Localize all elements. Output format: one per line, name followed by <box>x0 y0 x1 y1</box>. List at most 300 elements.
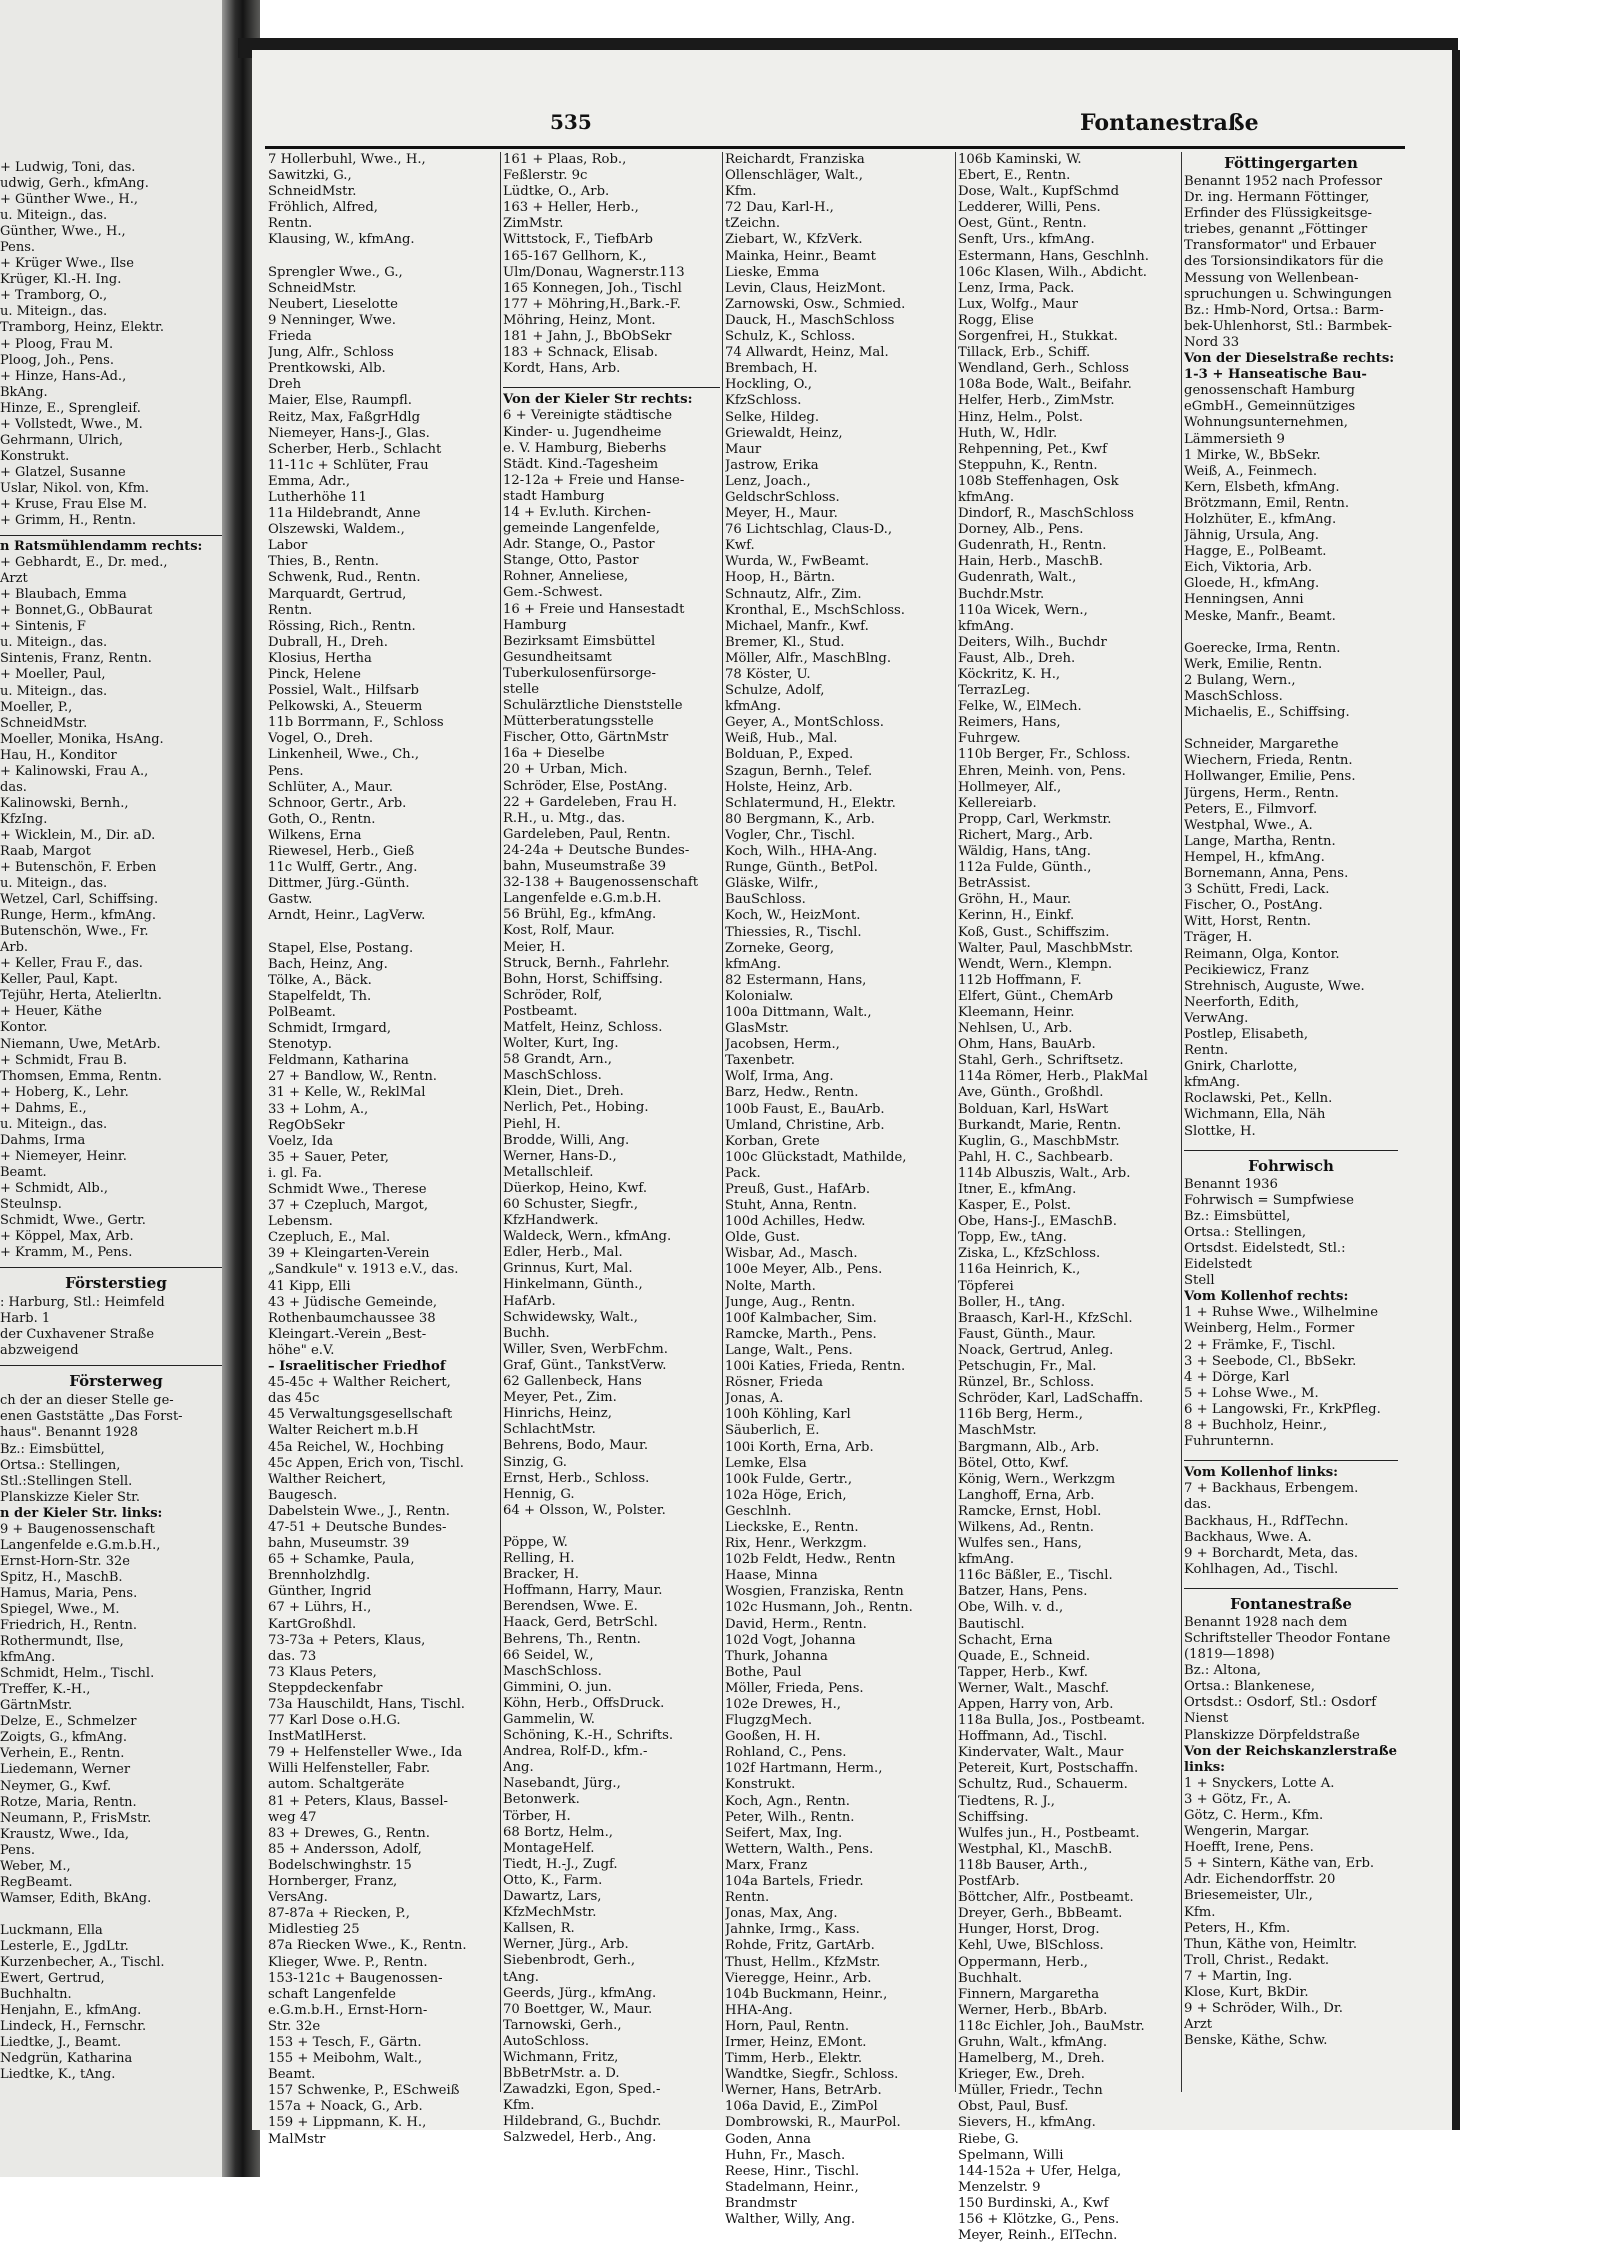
directory-entry: Kronthal, E., MschSchloss. <box>725 602 905 618</box>
directory-entry: Sinzig, G. <box>503 1454 567 1470</box>
section-heading: Försterstieg <box>65 1274 167 1293</box>
directory-entry: 9 + Schröder, Wilh., Dr. <box>1184 2001 1343 2017</box>
directory-entry: Werner, Herb., BbArb. <box>958 2002 1108 2018</box>
directory-entry: Riebe, G. <box>958 2131 1019 2147</box>
directory-entry: Wendt, Wern., Klempn. <box>958 956 1113 972</box>
directory-entry: Arzt <box>0 571 28 587</box>
directory-entry: R.H., u. Mtg., das. <box>503 810 626 826</box>
directory-entry: Gudenrath, Walt., <box>958 570 1077 586</box>
directory-entry: Slottke, H. <box>1184 1123 1256 1139</box>
directory-entry: Wandtke, Siegfr., Schloss. <box>725 2067 899 2083</box>
directory-entry: Krüger, Kl.-H. Ing. <box>0 272 122 288</box>
directory-entry: Holzhüter, E., kfmAng. <box>1184 511 1337 527</box>
directory-entry: Feßlerstr. 9c <box>503 168 588 184</box>
directory-entry: Oppermann, Herb., <box>958 1954 1088 1970</box>
directory-entry: Gröhn, H., Maur. <box>958 892 1072 908</box>
directory-entry: 116b Berg, Herm., <box>958 1407 1083 1423</box>
directory-entry: Möller, Frieda, Pens. <box>725 1680 864 1696</box>
directory-entry: 64 + Olsson, W., Polster. <box>503 1502 666 1518</box>
directory-entry: Lemke, Elsa <box>725 1455 807 1471</box>
directory-entry: Schulz, K., Schloss. <box>725 329 856 345</box>
directory-entry: 83 + Drewes, G., Rentn. <box>268 1825 430 1841</box>
directory-entry: Bötel, Otto, Kwf. <box>958 1455 1069 1471</box>
directory-entry: Peter, Wilh., Rentn. <box>725 1809 855 1825</box>
directory-entry: Mütterberatungsstelle <box>503 714 654 730</box>
directory-entry: kfmAng. <box>958 1552 1015 1568</box>
directory-entry: Niemeyer, Hans-J., Glas. <box>268 425 430 441</box>
directory-entry: Ernst-Horn-Str. 32e <box>0 1553 130 1569</box>
directory-entry: Klausing, W., kfmAng. <box>268 232 415 248</box>
directory-entry: Dahms, Irma <box>0 1132 86 1148</box>
directory-entry: 177 + Möhring,H.,Bark.-F. <box>503 296 681 312</box>
directory-entry: Hoffmann, Harry, Maur. <box>503 1583 663 1599</box>
directory-entry: Bornemann, Anna, Pens. <box>1184 866 1349 882</box>
directory-entry: 9 + Baugenossenschaft <box>0 1521 155 1537</box>
directory-entry: Kfm. <box>725 184 757 200</box>
directory-entry: Barz, Hedw., Rentn. <box>725 1085 859 1101</box>
directory-entry: Finnern, Margaretha <box>958 1986 1100 2002</box>
directory-entry: 73a Hauschildt, Hans, Tischl. <box>268 1697 465 1712</box>
directory-entry: 181 + Jahn, J., BbObSekr <box>503 329 672 345</box>
directory-entry: Neubert, Lieselotte <box>268 296 398 312</box>
directory-entry: 157a + Noack, G., Arb. <box>268 2099 423 2115</box>
directory-entry: Schröder, Rolf, <box>503 987 603 1003</box>
directory-entry: Senft, Urs., kfmAng. <box>958 232 1095 248</box>
directory-entry: Prentkowski, Alb. <box>268 361 386 377</box>
section-divider <box>1184 1450 1398 1461</box>
directory-entry: Baugesch. <box>268 1487 338 1503</box>
directory-entry: Tarnowski, Gerh., <box>503 2017 622 2033</box>
directory-entry: Kost, Rolf, Maur. <box>503 923 615 939</box>
directory-entry: Hornberger, Franz, <box>268 1874 398 1890</box>
directory-entry: Schwenk, Rud., Rentn. <box>268 570 421 586</box>
directory-entry: weg 47 <box>268 1809 317 1825</box>
directory-entry: + Köppel, Max, Arb. <box>0 1229 134 1245</box>
directory-entry: Pinck, Helene <box>268 667 361 682</box>
directory-entry: Langenfelde e.G.m.b.H., <box>0 1537 161 1553</box>
directory-entry: Jonas, A. <box>725 1391 784 1407</box>
directory-entry: Niemann, Uwe, MetArb. <box>0 1036 161 1052</box>
directory-entry: Roclawski, Pet., Kelln. <box>1184 1091 1333 1107</box>
directory-entry: Brodde, Willi, Ang. <box>503 1132 630 1148</box>
directory-entry: 100h Köhling, Karl <box>725 1407 851 1423</box>
directory-entry: Bothe, Paul <box>725 1664 802 1680</box>
directory-entry: Goerecke, Irma, Rentn. <box>1184 640 1341 656</box>
directory-entry: 6 + Langowski, Fr., KrkPfleg. <box>1184 1401 1381 1417</box>
directory-entry: Weiß, Hub., Mal. <box>725 731 838 747</box>
directory-entry: Hildebrand, G., Buchdr. <box>503 2114 662 2130</box>
directory-entry: 20 + Urban, Mich. <box>503 762 628 778</box>
directory-entry: Benannt 1928 nach dem <box>1184 1614 1348 1630</box>
directory-entry: Dindorf, R., MaschSchloss <box>958 506 1134 522</box>
directory-entry: 3 Schütt, Fredi, Lack. <box>1184 882 1330 898</box>
directory-entry: Törber, H. <box>503 1808 571 1824</box>
directory-entry: Gudenrath, H., Rentn. <box>958 538 1107 554</box>
directory-entry: Bolduan, P., Exped. <box>725 747 854 763</box>
directory-entry: das. <box>0 779 27 795</box>
directory-entry: Ave, Günth., Großhdl. <box>958 1085 1104 1101</box>
directory-entry: 1-3 + Hanseatische Bau- <box>1184 367 1367 383</box>
directory-entry: Horn, Paul, Rentn. <box>725 2018 850 2034</box>
directory-entry: Ploog, Joh., Pens. <box>0 352 114 368</box>
directory-entry: Meyer, Pet., Zim. <box>503 1390 617 1406</box>
directory-entry: + Kalinowski, Frau A., <box>0 763 149 779</box>
directory-entry: Vieregge, Heinr., Arb. <box>725 1970 872 1986</box>
directory-entry: Gooßen, H. H. <box>725 1729 821 1745</box>
directory-entry: Ehren, Meinh. von, Pens. <box>958 763 1126 779</box>
directory-entry: Konstrukt. <box>725 1777 796 1793</box>
directory-entry: + Dahms, E., <box>0 1100 87 1116</box>
directory-entry: Werner, Hans-D., <box>503 1148 617 1164</box>
directory-entry: Möhring, Heinz, Mont. <box>503 312 656 328</box>
directory-entry: Verhein, E., Rentn. <box>0 1746 125 1762</box>
directory-entry: Klein, Diet., Dreh. <box>503 1084 624 1100</box>
directory-entry: Arzt <box>1184 2017 1213 2033</box>
directory-entry: Dorney, Alb., Pens. <box>958 522 1084 538</box>
directory-entry: kfmAng. <box>0 1650 56 1666</box>
directory-entry: + Schmidt, Frau B. <box>0 1052 128 1068</box>
directory-entry: + Gebhardt, E., Dr. med., <box>0 555 168 571</box>
directory-entry: Rogg, Elise <box>958 312 1034 328</box>
directory-entry: 114b Albuszis, Walt., Arb. <box>958 1165 1131 1181</box>
directory-entry: Hau, H., Konditor <box>0 747 117 763</box>
directory-entry: Hempel, H., kfmAng. <box>1184 849 1325 865</box>
directory-entry: Olde, Gust. <box>725 1230 800 1246</box>
directory-entry: links: <box>1184 1759 1226 1775</box>
directory-entry: 100b Faust, E., BauArb. <box>725 1101 885 1117</box>
directory-entry: Wurda, W., FwBeamt. <box>725 554 870 570</box>
directory-entry: Ramcke, Marth., Pens. <box>725 1326 877 1342</box>
directory-entry: Runge, Günth., BetPol. <box>725 860 878 876</box>
directory-entry: Gnirk, Charlotte, <box>1184 1059 1298 1075</box>
directory-entry: Nasebandt, Jürg., <box>503 1776 621 1792</box>
directory-entry: Stapelfeldt, Th. <box>268 988 372 1004</box>
directory-entry: Marquardt, Gertrud, <box>268 586 407 602</box>
directory-entry: Stahl, Gerh., Schriftsetz. <box>958 1053 1124 1069</box>
directory-entry: MaschSchloss. <box>1184 689 1283 704</box>
directory-entry: Bz.: Eimsbüttel, <box>0 1441 105 1457</box>
directory-entry: schaft Langenfelde <box>268 1986 396 2002</box>
directory-entry: VersAng. <box>268 1890 328 1906</box>
directory-entry: Ebert, E., Rentn. <box>958 168 1071 184</box>
directory-entry <box>1184 625 1398 641</box>
directory-entry: Von der Reichskanzlerstraße <box>1184 1743 1398 1759</box>
directory-entry: Strehnisch, Auguste, Wwe. <box>1184 978 1365 994</box>
directory-entry: Postbeamt. <box>503 1003 578 1019</box>
directory-entry: 82 Estermann, Hans, <box>725 972 867 988</box>
directory-entry: Messung von Wellenbean- <box>1184 270 1359 286</box>
directory-entry: Pelkowski, A., Steuerm <box>268 699 423 715</box>
directory-entry: das. <box>1184 1497 1212 1513</box>
directory-entry: Itner, E., kfmAng. <box>958 1182 1077 1197</box>
directory-entry: 112b Hoffmann, F. <box>958 972 1082 988</box>
directory-entry: Weinberg, Helm., Former <box>1184 1321 1355 1337</box>
directory-entry: SchlachtMstr. <box>503 1422 596 1438</box>
directory-entry: + Tramborg, O., <box>0 288 108 304</box>
section-heading: Fohrwisch <box>1248 1156 1334 1175</box>
directory-entry: + Bonnet,G., ObBaurat <box>0 603 153 619</box>
section-divider <box>503 377 720 388</box>
directory-entry: 27 + Bandlow, W., Rentn. <box>268 1069 437 1085</box>
directory-entry: König, Wern., Werkzgm <box>958 1471 1116 1487</box>
directory-entry: Nienst <box>1184 1711 1229 1727</box>
directory-entry: 16a + Dieselbe <box>503 746 605 762</box>
directory-entry: Weber, M., <box>0 1858 71 1874</box>
directory-entry: Scherber, Herb., Schlacht <box>268 441 442 457</box>
directory-entry: Wosgien, Franziska, Rentn <box>725 1584 904 1600</box>
directory-entry: Rohde, Fritz, GartArb. <box>725 1938 875 1954</box>
directory-entry: 100e Meyer, Alb., Pens. <box>725 1262 883 1278</box>
directory-entry: Behrens, Th., Rentn. <box>503 1631 641 1647</box>
directory-entry: 102c Husmann, Joh., Rentn. <box>725 1600 913 1616</box>
directory-entry: Geerds, Jürg., kfmAng. <box>503 1985 657 2001</box>
directory-entry: Goth, O., Rentn. <box>268 811 376 827</box>
directory-entry: Klose, Kurt, BkDir. <box>1184 1985 1309 2001</box>
directory-entry: + Ploog, Frau M. <box>0 336 114 352</box>
directory-entry: 102a Höge, Erich, <box>725 1487 847 1503</box>
directory-entry: 118c Eichler, Joh., BauMstr. <box>958 2018 1145 2034</box>
directory-entry: Kordt, Hans, Arb. <box>503 361 621 377</box>
directory-entry: 78 Köster, U. <box>725 667 811 682</box>
directory-entry: 2 + Främke, F., Tischl. <box>1184 1337 1336 1353</box>
directory-entry: + Sintenis, F <box>0 619 86 635</box>
directory-entry: Ortsdst. Eidelstedt, Stl.: <box>1184 1241 1346 1256</box>
directory-entry: u. Miteign., das. <box>0 304 108 320</box>
directory-entry: Walter, Paul, MaschbMstr. <box>958 940 1134 956</box>
directory-entry: Braasch, Karl-H., KfzSchl. <box>958 1310 1133 1326</box>
directory-entry: + Hoberg, K., Lehr. <box>0 1084 129 1100</box>
directory-entry: Gem.-Schwest. <box>503 585 603 601</box>
directory-entry: Schriftsteller Theodor Fontane <box>1184 1630 1391 1646</box>
directory-entry: Faust, Günth., Maur. <box>958 1326 1096 1342</box>
directory-entry: Umland, Christine, Arb. <box>725 1117 885 1133</box>
directory-entry: Brötzmann, Emil, Rentn. <box>1184 495 1350 511</box>
directory-entry: Bargmann, Alb., Arb. <box>958 1439 1100 1455</box>
directory-entry: Huhn, Fr., Masch. <box>725 2147 846 2163</box>
directory-entry: Nerlich, Pet., Hobing. <box>503 1100 649 1116</box>
directory-entry: Lieckske, E., Rentn. <box>725 1519 859 1535</box>
directory-entry: Müller, Friedr., Techn <box>958 2083 1103 2099</box>
directory-entry: Midlestieg 25 <box>268 1922 360 1938</box>
directory-entry: Deiters, Wilh., Buchdr <box>958 634 1107 650</box>
directory-entry: Ledderer, Willi, Pens. <box>958 200 1101 216</box>
directory-entry: Koch, Wilh., HHA-Ang. <box>725 844 878 860</box>
directory-entry: Boller, H., tAng. <box>958 1294 1066 1310</box>
directory-entry: Schiffsing. <box>958 1809 1029 1825</box>
section-heading: Föttingergarten <box>1224 154 1358 172</box>
directory-entry: Nord 33 <box>1184 334 1240 350</box>
directory-entry: Dreh <box>268 377 302 393</box>
directory-entry: Jähnig, Ursula, Ang. <box>1184 528 1319 544</box>
directory-entry: bahn, Museumstraße 39 <box>503 859 667 875</box>
directory-entry: Schwidewsky, Walt., <box>503 1309 638 1325</box>
directory-entry: 161 + Plaas, Rob., <box>503 152 627 167</box>
directory-entry: Hinz, Helm., Polst. <box>958 409 1083 425</box>
directory-entry: 110b Berger, Fr., Schloss. <box>958 747 1131 763</box>
directory-entry: + Krüger Wwe., Ilse <box>0 256 134 272</box>
directory-entry: Matfelt, Heinz, Schloss. <box>503 1019 663 1035</box>
directory-entry: Topp, Ew., tAng. <box>958 1230 1067 1246</box>
directory-entry <box>1184 721 1398 737</box>
directory-entry: Hinkelmann, Günth., <box>503 1277 643 1293</box>
directory-entry: RegObSekr <box>268 1117 345 1133</box>
directory-entry: Reichardt, Franziska <box>725 152 865 167</box>
directory-entry: Kontor. <box>0 1020 48 1036</box>
directory-entry: Dose, Walt., KupfSchmd <box>958 184 1120 200</box>
directory-entry: Rösner, Frieda <box>725 1375 823 1391</box>
directory-entry: 33 + Lohm, A., <box>268 1101 369 1117</box>
directory-entry: Tejühr, Herta, Atelierltn. <box>0 988 162 1004</box>
directory-entry: BetrAssist. <box>958 876 1031 892</box>
directory-entry: Felke, W., ElMech. <box>958 699 1082 715</box>
directory-entry: Petschugin, Fr., Mal. <box>958 1359 1097 1375</box>
directory-entry: Rentn. <box>725 1890 770 1906</box>
directory-entry: Noack, Gertrud, Anleg. <box>958 1342 1114 1358</box>
directory-entry: Moeller, P., <box>0 699 73 715</box>
directory-entry: Buchdr.Mstr. <box>958 586 1045 602</box>
section-heading: Fontanestraße <box>1230 1594 1352 1613</box>
directory-entry: 7 + Martin, Ing. <box>1184 1968 1293 1984</box>
directory-entry: Ewert, Gertrud, <box>0 1971 105 1987</box>
directory-entry: Werk, Emilie, Rentn. <box>1184 656 1323 672</box>
directory-entry: Stuht, Anna, Rentn. <box>725 1198 857 1214</box>
directory-entry: 66 Seidel, W., <box>503 1647 594 1663</box>
directory-entry: + Glatzel, Susanne <box>0 464 126 480</box>
directory-entry: Klosius, Hertha <box>268 650 372 666</box>
directory-entry: Str. 32e <box>268 2018 321 2034</box>
directory-entry: Pens. <box>0 240 36 256</box>
directory-entry: 3 + Götz, Fr., A. <box>1184 1791 1292 1807</box>
directory-entry: Maur <box>725 441 762 457</box>
directory-entry: 31 + Kelle, W., ReklMal <box>268 1085 426 1101</box>
directory-entry: Behrens, Bodo, Maur. <box>503 1438 649 1454</box>
directory-entry: 81 + Peters, Klaus, Bassel- <box>268 1793 449 1809</box>
directory-entry: Feldmann, Katharina <box>268 1053 409 1069</box>
directory-entry: Beamt. <box>0 1164 47 1180</box>
directory-entry: u. Miteign., das. <box>0 683 108 699</box>
directory-entry: MontageHelf. <box>503 1840 595 1856</box>
directory-entry: 68 Bortz, Helm., <box>503 1824 613 1840</box>
directory-entry: Dombrowski, R., MaurPol. <box>725 2115 901 2131</box>
directory-entry: 156 + Klötzke, G., Pens. <box>958 2212 1120 2227</box>
directory-entry: Berendsen, Wwe. E. <box>503 1599 638 1615</box>
directory-entry: 100a Dittmann, Walt., <box>725 1004 872 1020</box>
directory-entry: Wolter, Kurt, Ing. <box>503 1036 619 1052</box>
directory-entry: Wittstock, F., TiefbArb <box>503 232 653 248</box>
directory-entry: 163 + Heller, Herb., <box>503 200 639 216</box>
directory-entry: Pecikiewicz, Franz <box>1184 962 1309 978</box>
directory-entry: Elfert, Günt., ChemArb <box>958 988 1114 1004</box>
directory-entry: + Moeller, Paul, <box>0 667 106 683</box>
directory-entry: KfzIng. <box>0 811 48 827</box>
directory-entry: Adr. Stange, O., Pastor <box>503 537 655 553</box>
directory-entry: Schmidt Wwe., Therese <box>268 1182 427 1197</box>
directory-entry: Gammelin, W. <box>503 1712 595 1727</box>
directory-entry: Gastw. <box>268 892 313 908</box>
directory-entry: 144-152a + Ufer, Helga, <box>958 2163 1122 2179</box>
directory-entry: u. Miteign., das. <box>0 876 108 892</box>
directory-entry: ZimMstr. <box>503 216 564 232</box>
directory-entry: 153-121c + Baugenossen- <box>268 1970 443 1986</box>
directory-entry: 56 Brühl, Eg., kfmAng. <box>503 907 657 923</box>
directory-entry: Petereit, Kurt, Postschaffn. <box>958 1761 1139 1777</box>
directory-entry: Städt. Kind.-Tagesheim <box>503 456 659 472</box>
directory-entry: Hamburg <box>503 617 567 633</box>
directory-entry: Böttcher, Alfr., Postbeamt. <box>958 1890 1134 1906</box>
directory-entry: 1 + Snyckers, Lotte A. <box>1184 1775 1335 1791</box>
directory-entry: Obe, Wilh. v. d., <box>958 1600 1064 1616</box>
directory-entry: 108a Bode, Walt., Beifahr. <box>958 377 1132 393</box>
directory-entry: Fuhrgew. <box>958 731 1021 747</box>
directory-entry: Goden, Anna <box>725 2131 811 2147</box>
directory-entry: Gehrmann, Ulrich, <box>0 432 124 448</box>
directory-entry: Wettern, Walth., Pens. <box>725 1841 874 1857</box>
directory-entry: Reimann, Olga, Kontor. <box>1184 946 1340 962</box>
directory-entry: Helfer, Herb., ZimMstr. <box>958 393 1115 409</box>
directory-entry: Michaelis, E., Schiffsing. <box>1184 705 1350 721</box>
directory-entry: + Heuer, Käthe <box>0 1004 102 1020</box>
directory-entry: Levin, Claus, HeizMont. <box>725 280 886 296</box>
directory-entry: bek-Uhlenhorst, Stl.: Barmbek- <box>1184 318 1392 334</box>
directory-entry: Wäldig, Hans, tAng. <box>958 844 1091 860</box>
directory-entry: 16 + Freie und Hansestadt <box>503 601 685 617</box>
directory-entry: Kalinowski, Bernh., <box>0 795 129 811</box>
directory-entry: Dreyer, Gerh., BbBeamt. <box>958 1906 1123 1922</box>
directory-entry: Reitz, Max, FaßgrHdlg <box>268 409 421 425</box>
directory-entry: Maier, Else, Raumpfl. <box>268 393 412 409</box>
directory-entry: 100c Glückstadt, Mathilde, <box>725 1149 907 1165</box>
directory-entry: SchneidMstr. <box>268 184 357 200</box>
directory-entry: Lenz, Irma, Pack. <box>958 280 1075 296</box>
directory-entry: 24-24a + Deutsche Bundes- <box>503 842 690 858</box>
directory-entry: Selke, Hildeg. <box>725 409 820 425</box>
directory-entry: PolBeamt. <box>268 1004 336 1020</box>
directory-entry: Rentn. <box>268 602 313 618</box>
directory-entry: AutoSchloss. <box>503 2033 590 2049</box>
directory-entry: 77 Karl Dose o.H.G. <box>268 1713 401 1729</box>
directory-entry: Irmer, Heinz, EMont. <box>725 2034 867 2050</box>
directory-entry: 3 + Seebode, Cl., BbSekr. <box>1184 1353 1357 1369</box>
directory-entry: 11c Wulff, Gertr., Ang. <box>268 860 418 876</box>
directory-entry: Kindervater, Walt., Maur <box>958 1745 1124 1761</box>
directory-entry: VerwAng. <box>1184 1010 1249 1026</box>
directory-entry: Hoop, H., Bärtn. <box>725 570 836 586</box>
directory-entry: u. Miteign., das. <box>0 208 108 224</box>
directory-entry: Keller, Paul, Kapt. <box>0 972 118 988</box>
directory-entry: Hennig, G. <box>503 1486 575 1502</box>
directory-entry: Thomsen, Emma, Rentn. <box>0 1068 162 1084</box>
directory-entry: + Wicklein, M., Dir. aD. <box>0 827 156 843</box>
directory-entry: 47-51 + Deutsche Bundes- <box>268 1519 447 1535</box>
directory-entry: 45a Reichel, W., Hochbing <box>268 1439 444 1455</box>
directory-entry: Meier, H. <box>503 939 566 955</box>
directory-entry: Dawartz, Lars, <box>503 1889 602 1905</box>
directory-entry: Vom Kollenhof rechts: <box>1184 1289 1349 1305</box>
directory-entry: kfmAng. <box>725 956 782 972</box>
directory-entry: kfmAng. <box>958 489 1015 505</box>
directory-entry: 150 Burdinski, A., Kwf <box>958 2195 1109 2211</box>
directory-entry: Brembach, H. <box>725 361 818 377</box>
directory-entry: Schröder, Karl, LadSchaffn. <box>958 1391 1144 1407</box>
directory-entry: MaschSchloss. <box>503 1663 602 1679</box>
left-page-column <box>0 160 232 2083</box>
directory-entry: (1819—1898) <box>1184 1647 1275 1663</box>
directory-entry: Hunger, Horst, Drog. <box>958 1922 1100 1938</box>
directory-entry: Rentn. <box>268 216 313 232</box>
directory-entry: 118a Bulla, Jos., Postbeamt. <box>958 1713 1146 1729</box>
directory-entry: 104a Bartels, Friedr. <box>725 1874 864 1890</box>
directory-entry: Sawitzki, G., <box>268 168 352 184</box>
